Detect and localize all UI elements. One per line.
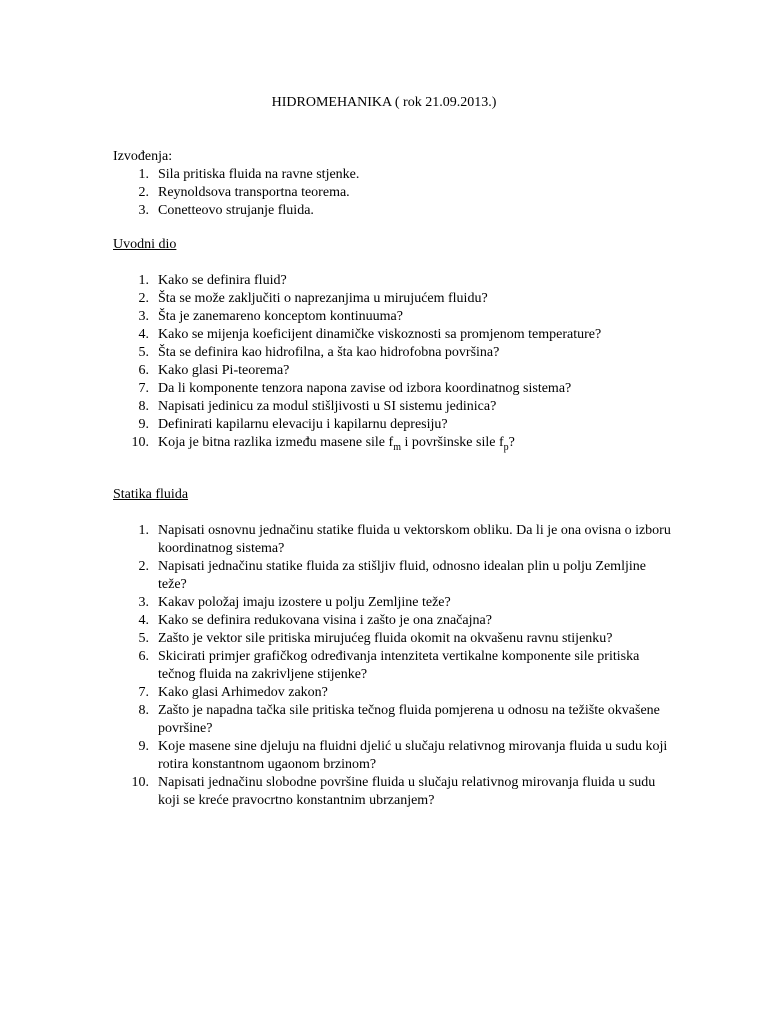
izvodjenja-list xyxy=(113,166,673,220)
list-item xyxy=(113,612,673,630)
uvodni-list xyxy=(113,272,673,452)
item-text: Šta se može zaključiti o naprezanjima u mirujućem fluidu? xyxy=(158,291,488,306)
item-text: Napisati jednačinu slobodne površine fluida u slučaju relativnog mirovanja fluida u sudu koji se kreće pravocrtno konstantnim ubrzanjem? xyxy=(158,775,656,808)
item-number: 3. xyxy=(138,203,149,218)
list-item xyxy=(113,272,673,290)
subscript-m: m xyxy=(393,441,401,453)
section-heading-izvodjenja: Izvođenja: xyxy=(113,149,173,164)
list-item xyxy=(113,416,673,434)
list-item xyxy=(113,344,673,362)
list-item xyxy=(113,774,673,810)
item-number: 6. xyxy=(138,363,149,378)
item-number: 6. xyxy=(138,649,149,664)
list-item xyxy=(113,434,673,452)
item-text: Reynoldsova transportna teorema. xyxy=(158,185,350,200)
item-number: 1. xyxy=(138,167,149,182)
list-item xyxy=(113,184,673,202)
list-item xyxy=(113,326,673,344)
list-item xyxy=(113,522,673,558)
item-text: Definirati kapilarnu elevaciju i kapilarnu depresiju? xyxy=(158,417,448,432)
item-number: 2. xyxy=(138,185,149,200)
list-item xyxy=(113,380,673,398)
item-number: 9. xyxy=(138,417,149,432)
list-item xyxy=(113,290,673,308)
list-item xyxy=(113,308,673,326)
item-text: Sila pritiska fluida na ravne stjenke. xyxy=(158,167,360,182)
list-item xyxy=(113,362,673,380)
item-text: Kako se definira redukovana visina i zašto je ona značajna? xyxy=(158,613,492,628)
item-text: Napisati osnovnu jednačinu statike fluida u vektorskom obliku. Da li je ona ovisna o izboru koordinatnog sistema? xyxy=(158,523,671,556)
item-number: 4. xyxy=(138,613,149,628)
item-number: 2. xyxy=(138,291,149,306)
item-text: Šta se definira kao hidrofilna, a šta kao hidrofobna površina? xyxy=(158,345,500,360)
item-text: Kako glasi Pi-teorema? xyxy=(158,363,290,378)
item-text: Kako se mijenja koeficijent dinamičke viskoznosti sa promjenom temperature? xyxy=(158,327,602,342)
item-text: Zašto je vektor sile pritiska mirujućeg fluida okomit na okvašenu ravnu stijenku? xyxy=(158,631,613,646)
item-number: 8. xyxy=(138,399,149,414)
item-number: 7. xyxy=(138,685,149,700)
item-number: 2. xyxy=(138,559,149,574)
list-item xyxy=(113,202,673,220)
item-number: 8. xyxy=(138,703,149,718)
item-text-part: i površinske sile f xyxy=(400,435,504,450)
item-number: 5. xyxy=(138,345,149,360)
item-number: 5. xyxy=(138,631,149,646)
item-number: 10. xyxy=(131,775,149,790)
item-text: Da li komponente tenzora napona zavise od izbora koordinatnog sistema? xyxy=(158,381,572,396)
subscript-p: p xyxy=(503,441,509,453)
item-text: Conetteovo strujanje fluida. xyxy=(158,203,314,218)
item-number: 1. xyxy=(138,273,149,288)
statika-list xyxy=(113,522,673,810)
item-number: 3. xyxy=(138,309,149,324)
list-item xyxy=(113,630,673,648)
section-heading-statika: Statika fluida xyxy=(113,487,189,502)
item-number: 10. xyxy=(131,435,149,450)
list-item xyxy=(113,166,673,184)
item-text: Zašto je napadna tačka sile pritiska tečnog fluida pomjerena u odnosu na težište okvašene površine? xyxy=(158,703,660,736)
item-text: Šta je zanemareno konceptom kontinuuma? xyxy=(158,309,403,324)
list-item xyxy=(113,594,673,612)
item-text: Kakav položaj imaju izostere u polju Zemljine teže? xyxy=(158,595,451,610)
item-text: Skicirati primjer grafičkog određivanja intenziteta vertikalne komponente sile pritiska tečnog fluida na zakrivljene stijenke? xyxy=(158,649,640,682)
item-text-part: ? xyxy=(508,435,515,450)
list-item xyxy=(113,648,673,684)
item-number: 3. xyxy=(138,595,149,610)
section-heading-uvodni: Uvodni dio xyxy=(113,237,177,252)
list-item xyxy=(113,738,673,774)
item-text: Kako se definira fluid? xyxy=(158,273,287,288)
item-number: 9. xyxy=(138,739,149,754)
item-text: Napisati jedinicu za modul stišljivosti u SI sistemu jedinica? xyxy=(158,399,497,414)
item-number: 7. xyxy=(138,381,149,396)
item-number: 4. xyxy=(138,327,149,342)
item-number: 1. xyxy=(138,523,149,538)
item-text: Koje masene sine djeluju na fluidni djelić u slučaju relativnog mirovanja fluida u sudu koji rotira konstantnom ugaonom brzinom? xyxy=(158,739,668,772)
list-item xyxy=(113,558,673,594)
list-item xyxy=(113,398,673,416)
item-text-part: Koja je bitna razlika između masene sile f xyxy=(158,435,394,450)
item-text: Kako glasi Arhimedov zakon? xyxy=(158,685,328,700)
page-title: HIDROMEHANIKA ( rok 21.09.2013.) xyxy=(271,95,497,110)
list-item xyxy=(113,684,673,702)
list-item xyxy=(113,702,673,738)
item-text: Napisati jednačinu statike fluida za stišljiv fluid, odnosno idealan plin u polju Zemljine teže? xyxy=(158,559,646,592)
